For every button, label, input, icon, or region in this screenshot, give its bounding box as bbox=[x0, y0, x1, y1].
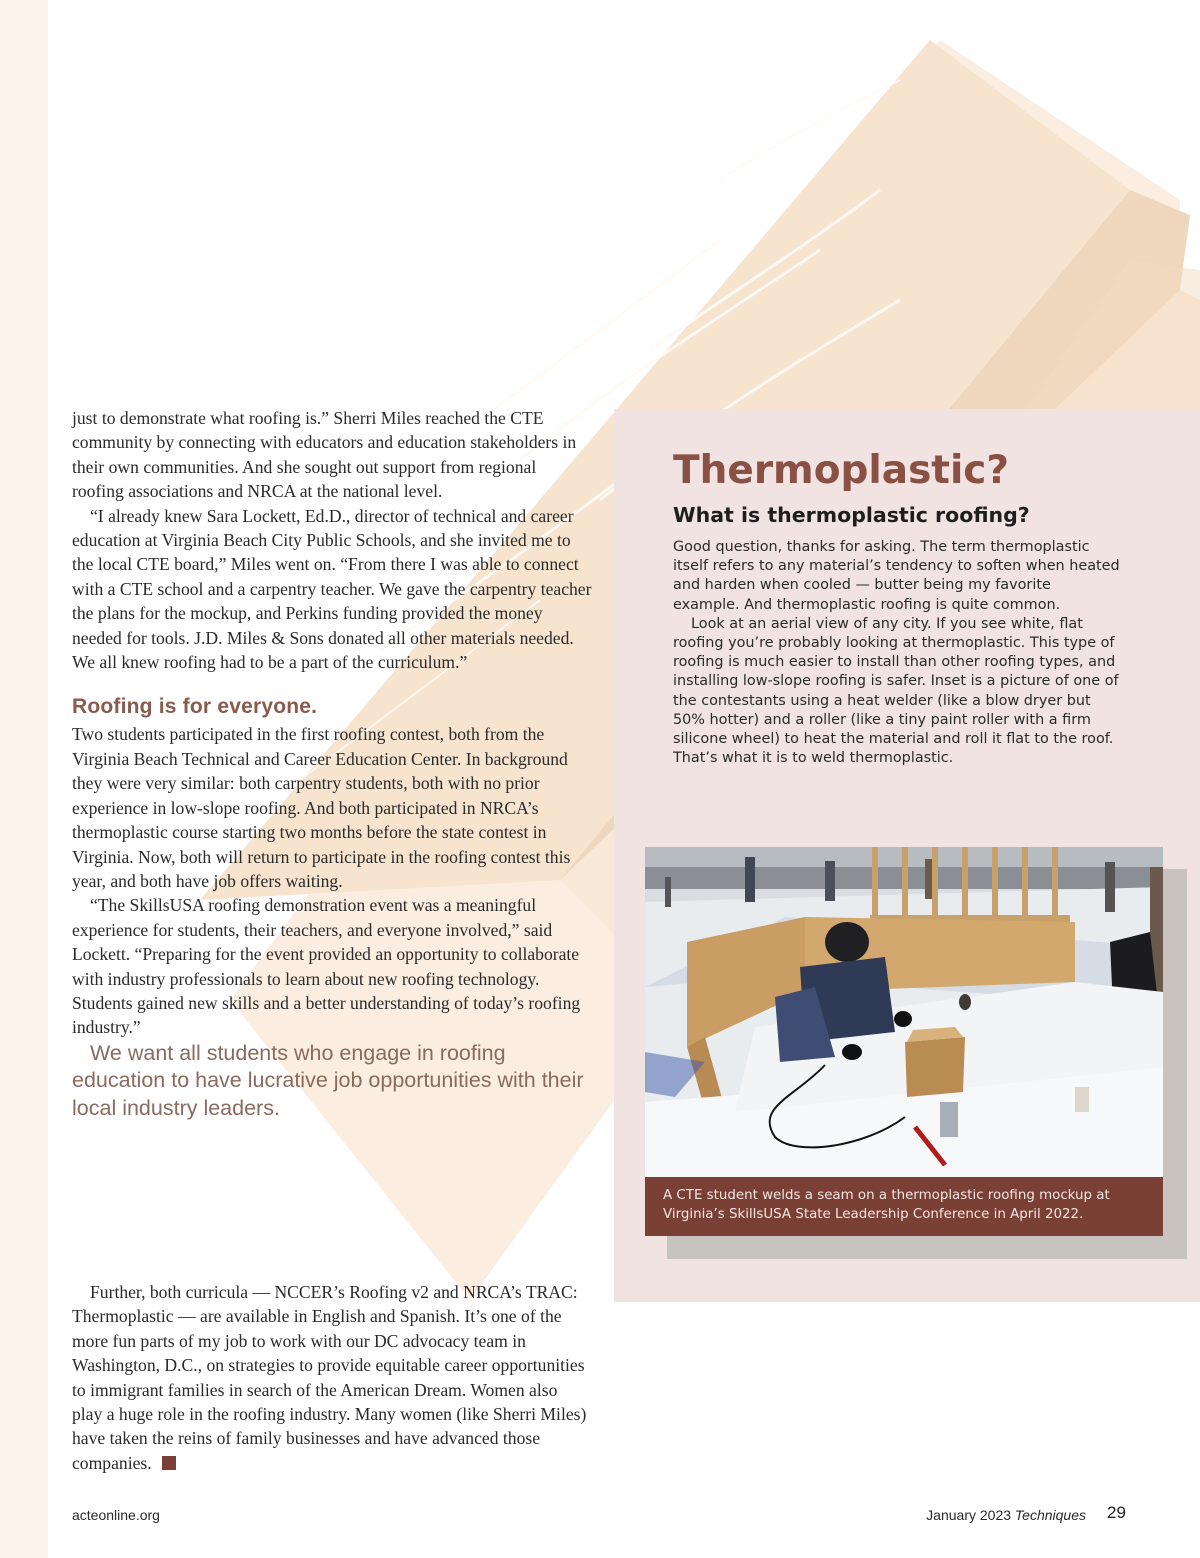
page-number: 29 bbox=[1107, 1503, 1126, 1522]
footer-website: acteonline.org bbox=[72, 1507, 160, 1523]
closing-text: Further, both curricula — NCCER’s Roofing v2 and NRCA’s TRAC: Thermoplastic — are available in English and Spanish. It’s one of the more fun parts of my job to work with our DC advocacy team in Washington, D.C., on strategies to provide equitable career opportunities to immigrant families in search of the American Dream. Women also play a huge role in the roofing industry. Many women (like Sherri Miles) have taken the reins of family businesses and have advanced those companies. bbox=[72, 1282, 587, 1473]
roofing-contest-photo bbox=[645, 847, 1163, 1177]
pull-quote: We want all students who engage in roofing education to have lucrative job opportunities with their local industry leaders. bbox=[72, 1040, 584, 1120]
article-closing-paragraph bbox=[72, 1280, 592, 1475]
sidebar-paragraph: Good question, thanks for asking. The term thermoplastic itself refers to any material’s tendency to soften when heated and harden when cooled — butter being my favorite example. And thermoplastic roofing is quite common. bbox=[673, 539, 1120, 613]
article-paragraph: “The SkillsUSA roofing demonstration event was a meaningful experience for students, their teachers, and everyone involved,” said Lockett. “Preparing for the event provided an opportunity to collaborate with industry professionals to learn about new roofing technology. Students gained new skills and a better understanding of today’s roofing industry.” bbox=[72, 895, 581, 1038]
sidebar-subtitle: What is thermoplastic roofing? bbox=[673, 503, 1030, 527]
article-closing-column bbox=[72, 1280, 592, 1475]
issue-date: January 2023 bbox=[926, 1507, 1012, 1523]
article-paragraph: just to demonstrate what roofing is.” Sherri Miles reached the CTE community by connecting with educators and education stakeholders in their own communities. And she sought out support from regional roofing associations and NRCA at the national level. bbox=[72, 408, 577, 502]
sidebar-body bbox=[673, 538, 1121, 768]
section-subhead: Roofing is for everyone. bbox=[72, 695, 318, 719]
article-paragraph: “I already knew Sara Lockett, Ed.D., director of technical and career education at Virginia Beach City Public Schools, and she invited me to the local CTE board,” Miles went on. “From there I was able to connect with a CTE school and a carpentry teacher. We gave the carpentry teacher the plans for the mockup, and Perkins funding provided the money needed for tools. J.D. Miles & Sons donated all other materials needed. We all knew roofing had to be a part of the curriculum.” bbox=[72, 505, 592, 673]
footer-issue bbox=[926, 1507, 1086, 1523]
magazine-name: Techniques bbox=[1014, 1507, 1086, 1523]
article-main-column bbox=[72, 406, 592, 1122]
sidebar-title: Thermoplastic? bbox=[673, 448, 1010, 493]
article-paragraph: Two students participated in the first roofing contest, both from the Virginia Beach Technical and Career Education Center. In background they were very similar: both carpentry students, both with no prior experience in low-slope roofing. And both participated in NRCA’s thermoplastic course starting two months before the state contest in Virginia. Now, both will return to participate in the roofing contest this year, and both have job offers waiting. bbox=[72, 724, 571, 891]
sidebar-paragraph: Look at an aerial view of any city. If you see white, flat roofing you’re probably looking at thermoplastic. This type of roofing is much easier to install than other roofing types, and installing low-slope roofing is safer. Inset is a picture of one of the contestants using a heat welder (like a blow dryer but 50% hotter) and a roller (like a tiny paint roller with a firm silicone wheel) to heat the material and roll it flat to the roof. That’s what it is to weld thermoplastic. bbox=[673, 615, 1119, 767]
photo-caption: A CTE student welds a seam on a thermoplastic roofing mockup at Virginia’s SkillsUSA State Leadership Conference in April 2022. bbox=[645, 1177, 1163, 1236]
end-of-article-mark bbox=[162, 1456, 176, 1470]
